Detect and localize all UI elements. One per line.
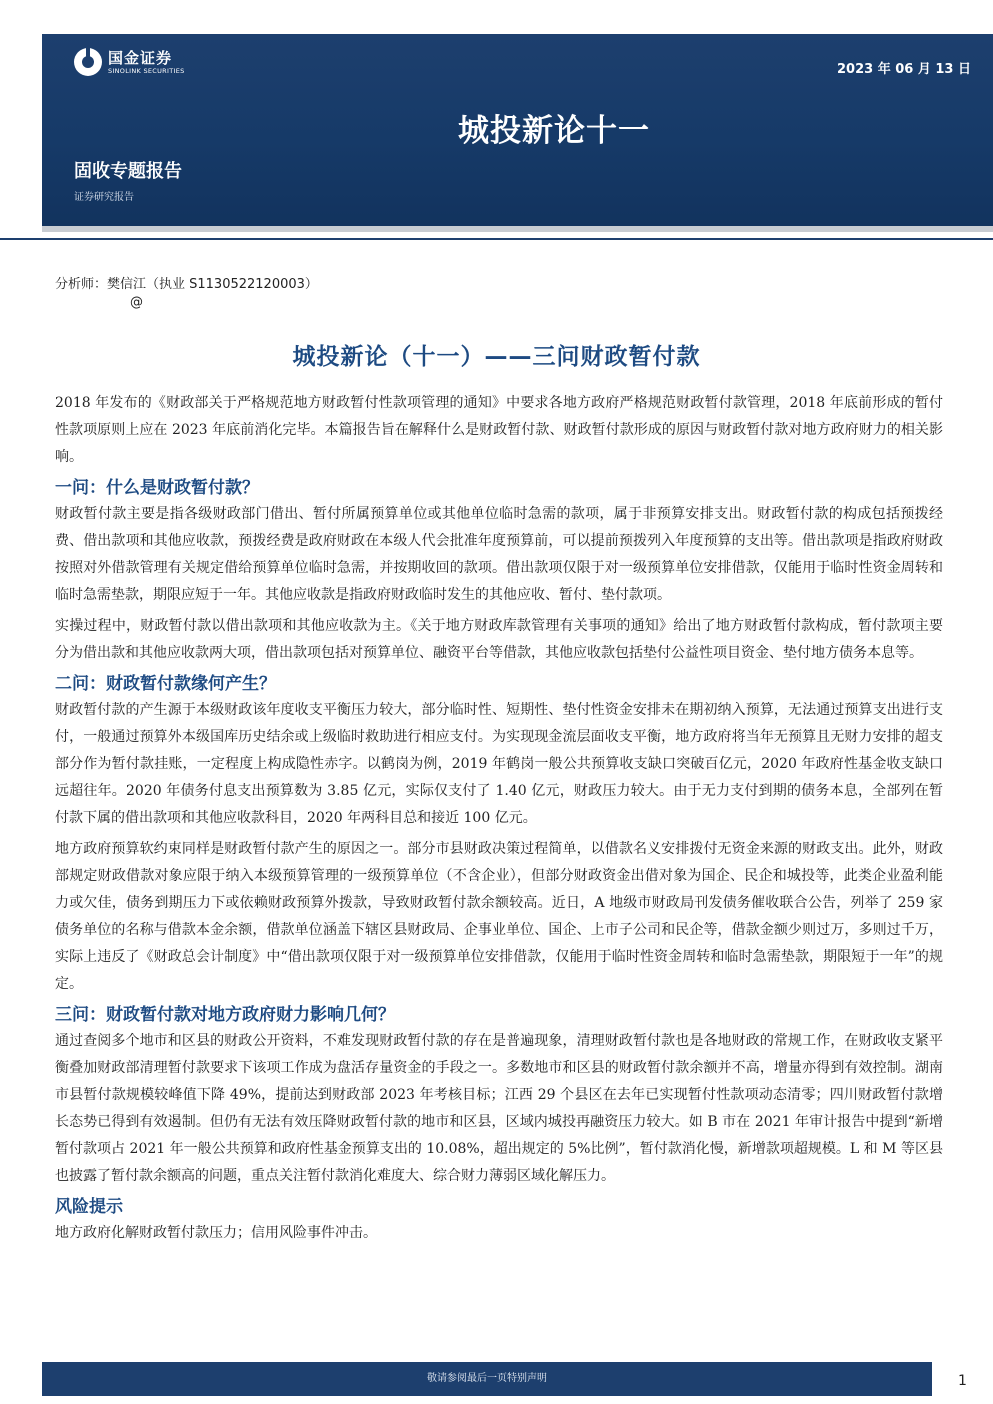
report-body [55, 390, 943, 1251]
report-type: 固收专题报告 [74, 161, 182, 182]
logo-name-en: SINOLINK SECURITIES [108, 66, 185, 75]
report-date: 2023 年 06 月 13 日 [837, 62, 971, 77]
company-logo [74, 48, 185, 76]
logo-icon [74, 48, 102, 76]
section-1-paragraph-2: 实操过程中，财政暂付款以借出款项和其他应收款为主。《关于地方财政库款管理有关事项的通知》给出了地方财政暂付款构成，暂付款项主要分为借出款和其他应收款两大项，借出款项包括对预算单位、融资平台等借款，其他应收款包括垫付公益性项目资金、垫付地方债务本息等。 [55, 618, 943, 661]
analyst-line: 分析师：樊信江（执业 S1130522120003） [55, 277, 318, 292]
divider-rule [0, 238, 993, 240]
section-heading-risk: 风险提示 [55, 1197, 123, 1217]
section-heading-2: 二问：财政暂付款缘何产生？ [55, 674, 276, 694]
report-subtype: 证券研究报告 [74, 192, 134, 203]
footer-notice: 敬请参阅最后一页特别声明 [427, 1373, 547, 1384]
intro-paragraph: 2018 年发布的《财政部关于严格规范地方财政暂付性款项管理的通知》中要求各地方政府严格规范财政暂付款管理，2018 年底前形成的暂付性款项原则上应在 2023 年底前消化完毕。本篇报告旨在解释什么是财政暂付款、财政暂付款形成的原因与财政暂付款对地方政府财力的相关影响。 [55, 395, 943, 465]
header-shadow [42, 226, 993, 232]
section-3-paragraph-1: 通过查阅多个地市和区县的财政公开资料，不难发现财政暂付款的存在是普遍现象，清理财政暂付款也是各地财政的常规工作，在财政收支紧平衡叠加财政部清理暂付款要求下该项工作成为盘活存量资金的手段之一。多数地市和区县的财政暂付款余额并不高，增量亦得到有效控制。湖南市县暂付款规模较峰值下降 49%，提前达到财政部 2023 年考核目标；江西 29 个县区在去年已实现暂付性款项动态清零；四川财政暂付款增长态势已得到有效遏制。但仍有无法有效压降财政暂付款的地市和区县，区域内城投再融资压力较大。如 B 市在 2021 年审计报告中提到“新增暂付款项占 2021 年一般公共预算和政府性基金预算支出的 10.08%，超出规定的 5%比例”，暂付款消化慢，新增款项超规模。L 和 M 等区县也披露了暂付款余额高的问题，重点关注暂付款消化难度大、综合财力薄弱区域化解压力。 [55, 1033, 943, 1184]
analyst-email: @ [130, 295, 143, 310]
section-heading-1: 一问：什么是财政暂付款？ [55, 478, 259, 498]
banner-title: 城投新论十一 [458, 113, 650, 149]
document-title: 城投新论（十一）——三问财政暂付款 [292, 344, 701, 370]
logo-name-cn: 国金证券 [108, 48, 173, 67]
page-number: 1 [958, 1373, 967, 1389]
section-heading-3: 三问：财政暂付款对地方政府财力影响几何？ [55, 1005, 395, 1025]
section-2-paragraph-2: 地方政府预算软约束同样是财政暂付款产生的原因之一。部分市县财政决策过程简单，以借款名义安排拨付无资金来源的财政支出。此外，财政部规定财政借款对象应限于纳入本级预算管理的一级预算单位（不含企业），但部分财政资金出借对象为国企、民企和城投等，此类企业盈利能力或欠佳，债务到期压力下或依赖财政预算外拨款，导致财政暂付款余额较高。近日，A 地级市财政局刊发债务催收联合公告，列举了 259 家债务单位的名称与借款本金余额，借款单位涵盖下辖区县财政局、企事业单位、国企、上市子公司和民企等，借款金额少则过万，多则过千万，实际上违反了《财政总会计制度》中“借出款项仅限于对一级预算单位安排借款，仅能用于临时性资金周转和临时急需垫款，期限短于一年”的规定。 [55, 841, 943, 992]
footer-notice-bar [42, 1362, 932, 1396]
section-2-paragraph-1: 财政暂付款的产生源于本级财政该年度收支平衡压力较大，部分临时性、短期性、垫付性资金安排未在期初纳入预算，无法通过预算支出进行支付，一般通过预算外本级国库历史结余或上级临时救助进行相应支付。为实现现金流层面收支平衡，地方政府将当年无预算且无财力安排的超支部分作为暂付款挂账，一定程度上构成隐性赤字。以鹤岗为例，2019 年鹤岗一般公共预算收支缺口突破百亿元，2020 年政府性基金收支缺口远超往年。2020 年债务付息支出预算数为 3.85 亿元，实际仅支付了 1.40 亿元，财政压力较大。由于无力支付到期的债务本息，全部列在暂付款下属的借出款项和其他应收款科目，2020 年两科目总和接近 100 亿元。 [55, 702, 943, 826]
risk-paragraph: 地方政府化解财政暂付款压力；信用风险事件冲击。 [55, 1225, 377, 1241]
section-1-paragraph-1: 财政暂付款主要是指各级财政部门借出、暂付所属预算单位或其他单位临时急需的款项，属于非预算安排支出。财政暂付款的构成包括预拨经费、借出款项和其他应收款，预拨经费是政府财政在本级人代会批准年度预算前，可以提前预拨列入年度预算的支出等。借出款项是指政府财政按照对外借款管理有关规定借给预算单位临时急需，并按期收回的款项。借出款项仅限于对一级预算单位安排借款，仅能用于临时性资金周转和临时急需垫款，期限应短于一年。其他应收款是指政府财政临时发生的其他应收、暂付、垫付款项。 [55, 506, 943, 603]
